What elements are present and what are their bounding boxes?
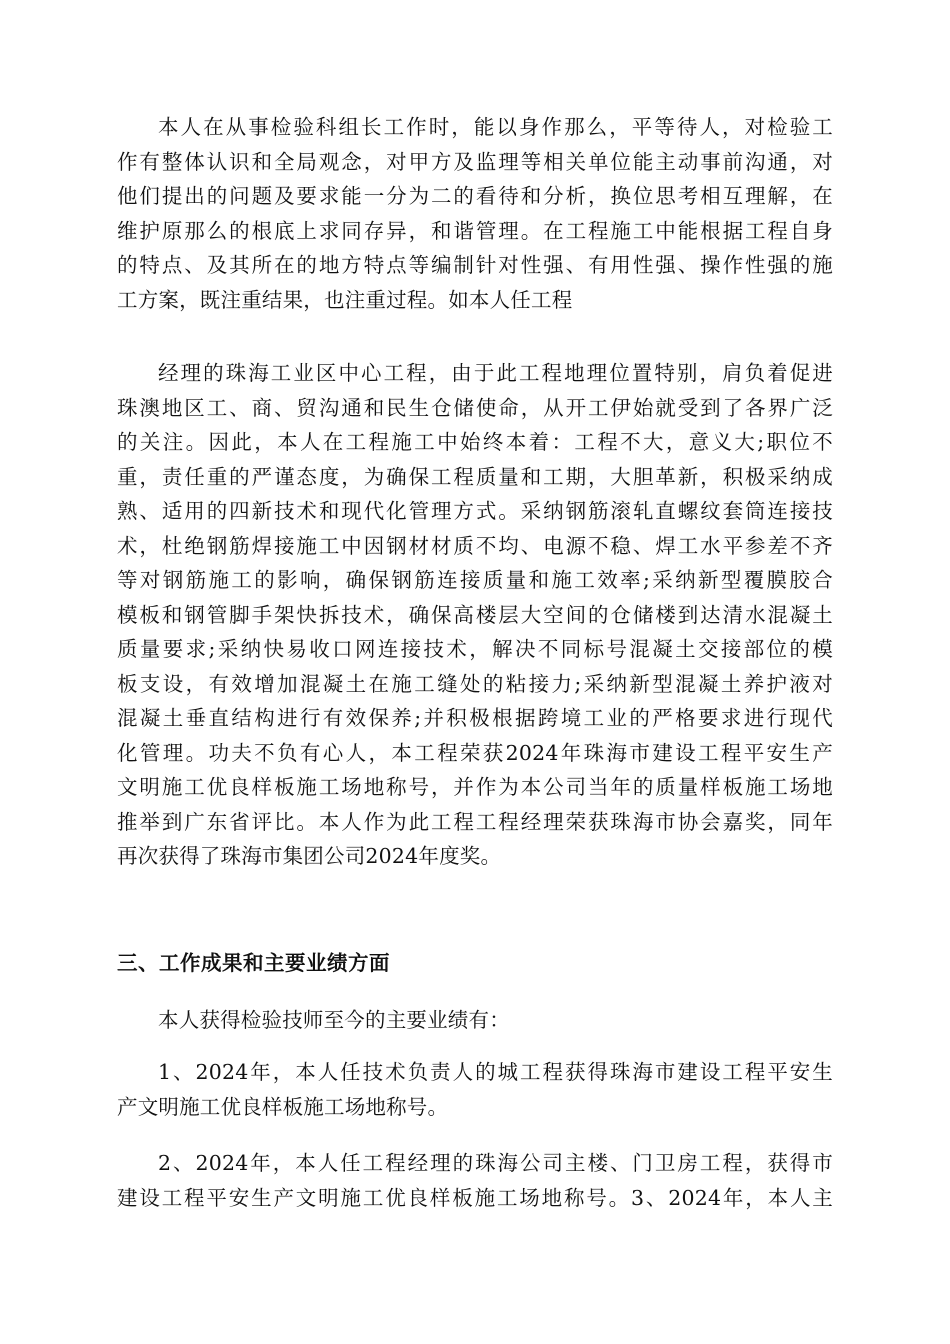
paragraph-1 — [117, 110, 833, 317]
text-line: 的特点、及其所在的地方特点等编制针对性强、有用性强、操作性强的施 — [117, 253, 833, 277]
text-line: 再次获得了珠海市集团公司2024年度奖。 — [117, 844, 502, 868]
text-line: 他们提出的问题及要求能一分为二的看待和分析，换位思考相互理解，在 — [117, 184, 833, 208]
text-line: 化管理。功夫不负有心人，本工程荣获2024年珠海市建设工程平安生产 — [117, 740, 833, 765]
text-line: 产文明施工优良样板施工场地称号。 — [117, 1094, 449, 1119]
text-line: 的关注。因此，本人在工程施工中始终本着：工程不大，意义大;职位不 — [117, 430, 833, 454]
text-line: 等对钢筋施工的影响，确保钢筋连接质量和施工效率;采纳新型覆膜胶合 — [117, 568, 833, 592]
text-line: 维护原那么的根底上求同存异，和谐管理。在工程施工中能根据工程自身 — [117, 218, 833, 243]
paragraph-3 — [117, 1003, 833, 1038]
text-line: 重，责任重的严谨态度，为确保工程质量和工期，大胆革新，积极采纳成 — [117, 464, 833, 489]
text-line: 推举到广东省评比。本人作为此工程工程经理荣获珠海市协会嘉奖，同年 — [117, 809, 833, 834]
text-line: 文明施工优良样板施工场地称号，并作为本公司当年的质量样板施工场地 — [117, 775, 833, 799]
text-line: 模板和钢管脚手架快拆技术，确保高楼层大空间的仓储楼到达清水混凝土 — [117, 602, 833, 627]
text-line: 术，杜绝钢筋焊接施工中因钢材材质不均、电源不稳、焊工水平参差不齐 — [117, 533, 833, 558]
paragraph-2 — [117, 356, 833, 874]
text-line: 混凝土垂直结构进行有效保养;并积极根据跨境工业的严格要求进行现代 — [117, 706, 833, 730]
text-line: 1、2024年，本人任技术负责人的城工程获得珠海市建设工程平安生 — [158, 1060, 833, 1084]
text-line: 作有整体认识和全局观念，对甲方及监理等相关单位能主动事前沟通，对 — [117, 149, 833, 174]
text-line: 建设工程平安生产文明施工优良样板施工场地称号。3、2024年，本人主 — [117, 1185, 833, 1210]
text-line: 板支设，有效增加混凝土在施工缝处的粘接力;采纳新型混凝土养护液对 — [117, 671, 833, 696]
paragraph-5 — [117, 1146, 833, 1215]
text-line: 经理的珠海工业区中心工程，由于此工程地理位置特别，肩负着促进 — [158, 361, 833, 385]
paragraph-4 — [117, 1055, 833, 1124]
text-line: 质量要求;采纳快易收口网连接技术，解决不同标号混凝土交接部位的模 — [117, 637, 833, 661]
text-line: 熟、适用的四新技术和现代化管理方式。采纳钢筋滚轧直螺纹套筒连接技 — [117, 499, 833, 523]
text-line: 本人在从事检验科组长工作时，能以身作那么，平等待人，对检验工 — [158, 115, 833, 139]
text-line: 本人获得检验技师至今的主要业绩有： — [158, 1008, 510, 1032]
text-line: 2、2024年，本人任工程经理的珠海公司主楼、门卫房工程，获得市 — [158, 1151, 833, 1175]
text-line: 工方案，既注重结果，也注重过程。如本人任工程 — [117, 287, 573, 312]
text-line: 珠澳地区工、商、贸沟通和民生仓储使命，从开工伊始就受到了各界广泛 — [117, 395, 833, 420]
section-heading: 三、工作成果和主要业绩方面 — [117, 951, 390, 975]
